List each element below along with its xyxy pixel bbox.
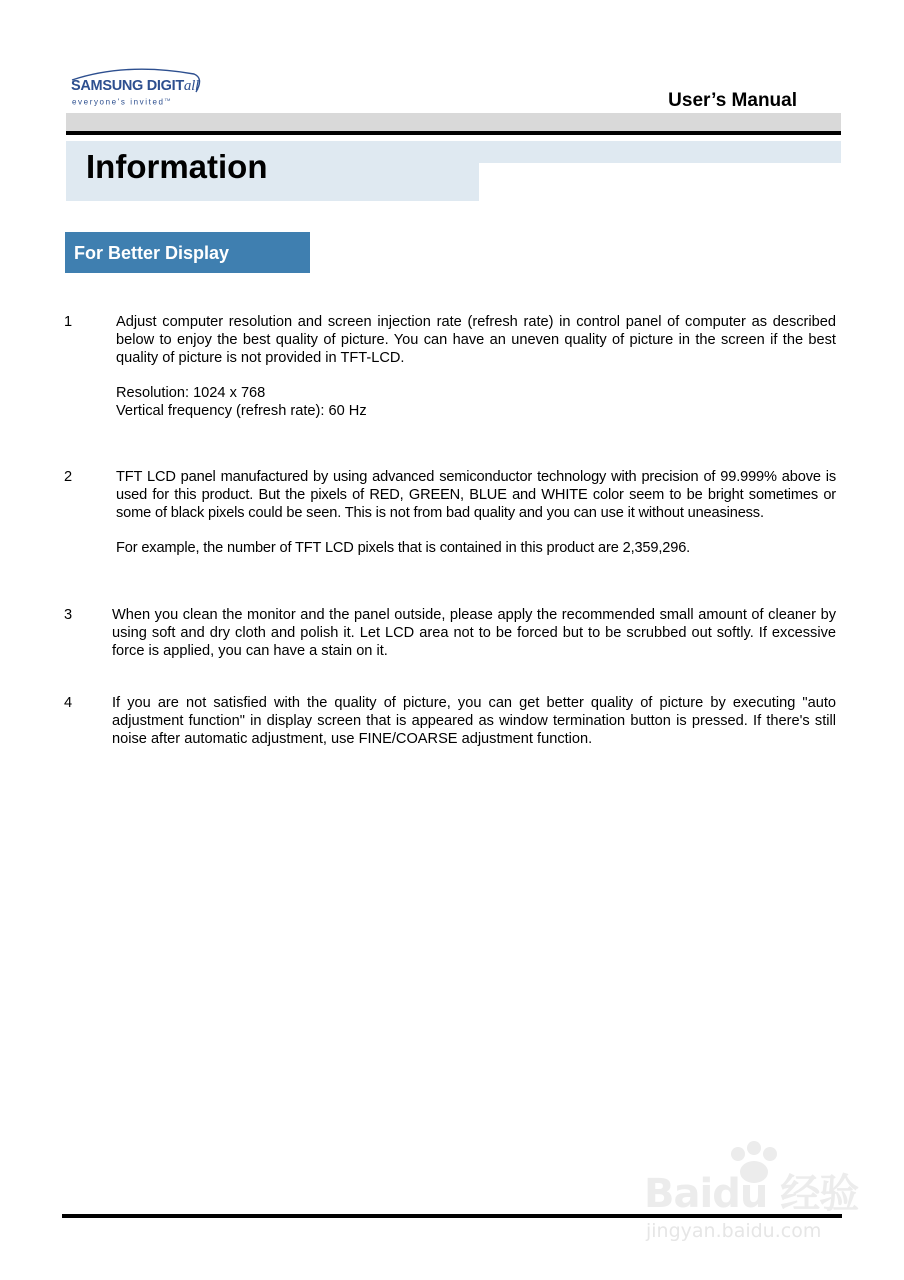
item-number: 3 bbox=[64, 607, 73, 623]
header-rule bbox=[66, 131, 841, 135]
logo-tm: TM bbox=[164, 97, 171, 102]
item-paragraph: Adjust computer resolution and screen injection rate (refresh rate) in control panel of computer as described below to enjoy the best quality of picture. You can have an uneven quality of picture in the screen if the best quality of picture is not provided in TFT-LCD. bbox=[116, 314, 836, 366]
logo-tagline-text: everyone's invited bbox=[72, 97, 165, 107]
list-item bbox=[112, 606, 836, 660]
item-number: 1 bbox=[64, 314, 73, 330]
page-title: Information bbox=[86, 148, 268, 185]
item-paragraph: If you are not satisfied with the quality of picture, you can get better quality of picture by executing "auto adjustment function" in display screen that is appeared as window termination button is pressed. If there's still noise after automatic adjustment, use FINE/COARSE adjustment function. bbox=[112, 695, 836, 747]
item-number: 4 bbox=[64, 695, 73, 711]
watermark-brand: Baidu 经验 bbox=[644, 1171, 859, 1217]
resolution-text: Resolution: 1024 x 768 bbox=[116, 385, 266, 401]
section-title: For Better Display bbox=[74, 243, 230, 263]
frequency-text: Vertical frequency (refresh rate): 60 Hz bbox=[116, 403, 367, 419]
item-paragraph: TFT LCD panel manufactured by using advanced semiconductor technology with precision of 99.999% above is used for this product. But the pixels of RED, GREEN, BLUE and WHITE color seem to be bright sometimes or some of black pixels could be seen. This is not from bad quality and you can use it without uneasiness. bbox=[116, 469, 836, 521]
list-item bbox=[112, 694, 836, 748]
header-grey-bar bbox=[66, 113, 841, 131]
logo-main-text: SAMSUNG DIGIT bbox=[71, 78, 184, 94]
list-item bbox=[116, 468, 836, 557]
samsung-logo bbox=[66, 64, 206, 110]
logo-tagline bbox=[72, 97, 170, 107]
title-banner-notch bbox=[479, 163, 499, 183]
list-item bbox=[116, 313, 836, 420]
logo-suffix-text: all bbox=[183, 78, 199, 94]
section-tab bbox=[65, 232, 310, 273]
watermark-url: jingyan.baidu.com bbox=[646, 1220, 822, 1242]
logo-wordmark bbox=[71, 78, 199, 95]
title-banner-extension bbox=[479, 141, 841, 163]
baidu-watermark bbox=[636, 1140, 859, 1250]
item-paragraph: When you clean the monitor and the panel outside, please apply the recommended small amount of cleaner by using soft and dry cloth and polish it. Let LCD area not to be forced but to be scrubbed out softly. If excessive force is applied, you can have a stain on it. bbox=[112, 607, 836, 659]
item-number: 2 bbox=[64, 469, 73, 485]
manual-title: User’s Manual bbox=[668, 90, 797, 111]
item-specs bbox=[116, 384, 836, 420]
item-paragraph: For example, the number of TFT LCD pixels that is contained in this product are 2,359,296. bbox=[116, 540, 691, 556]
